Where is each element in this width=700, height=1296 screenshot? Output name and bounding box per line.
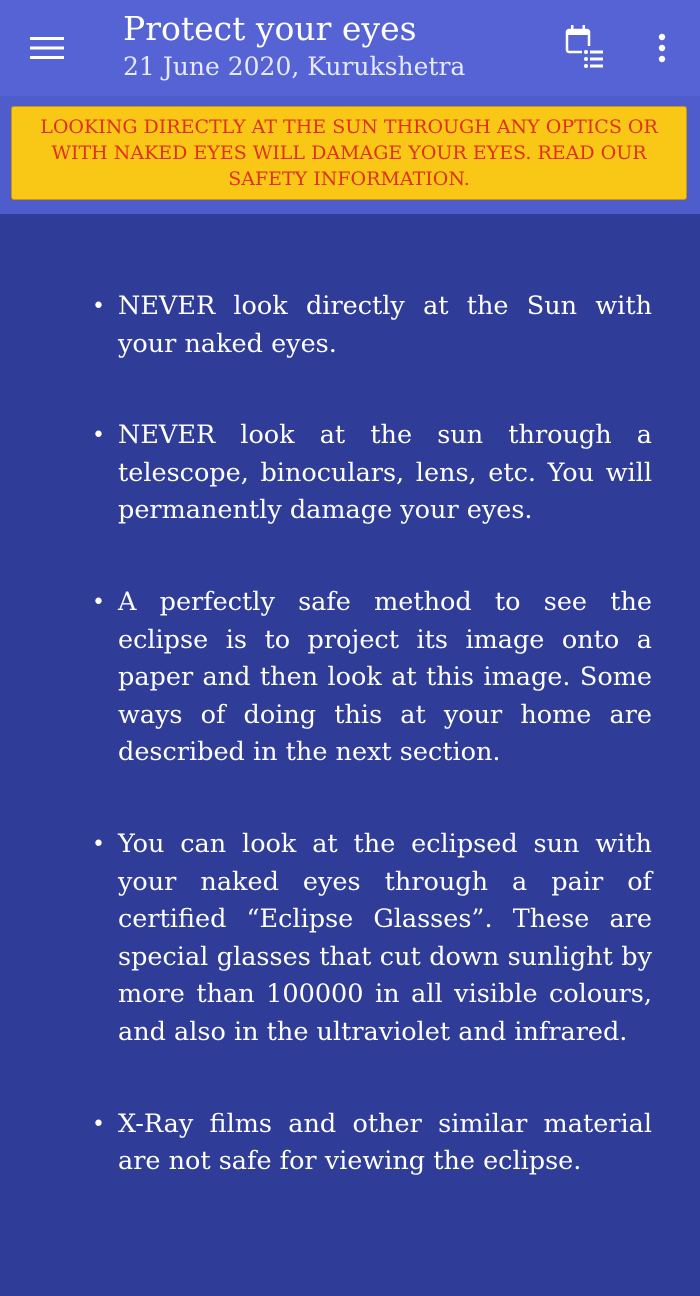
page-title: Protect your eyes bbox=[123, 9, 417, 48]
rule-text: You can look at the eclipsed sun with your naked eyes through a pair of certified “Eclipse Glasses”. These are special glasses that cut down sunlight by more than 100000 in all visible colours, and also in the ultraviolet and infrared. bbox=[118, 828, 652, 1047]
more-options-button[interactable] bbox=[642, 26, 682, 70]
menu-button[interactable] bbox=[22, 28, 72, 68]
rule-text: A perfectly safe method to see the eclipse is to project its image onto a paper and then look at this image. Some ways of doing this at your home are described in the next section. bbox=[118, 586, 652, 768]
list-item bbox=[92, 288, 652, 363]
bullet-icon: • bbox=[92, 589, 105, 615]
bullet-icon: • bbox=[92, 294, 105, 319]
more-vert-icon bbox=[657, 33, 667, 63]
safety-warning-text: LOOKING DIRECTLY AT THE SUN THROUGH ANY OPTICS OR WITH NAKED EYES WILL DAMAGE YOUR EYES. READ OUR SAFETY INFORMATION. bbox=[40, 116, 658, 190]
list-item bbox=[92, 1106, 652, 1181]
bullet-icon: • bbox=[92, 1111, 105, 1137]
calendar-list-button[interactable] bbox=[560, 20, 610, 76]
title-block bbox=[123, 8, 465, 84]
warning-banner-area bbox=[0, 96, 700, 214]
bullet-icon: • bbox=[92, 831, 105, 857]
bullet-icon: • bbox=[92, 423, 105, 449]
list-item bbox=[92, 417, 652, 530]
list-item bbox=[92, 826, 652, 1052]
rule-text: NEVER look at the sun through a telescope, binoculars, lens, etc. You will permanently damage your eyes. bbox=[118, 420, 652, 526]
rule-text: X-Ray films and other similar material are not safe for viewing the eclipse. bbox=[118, 1108, 652, 1177]
hamburger-menu-icon bbox=[30, 35, 64, 61]
page-subtitle: 21 June 2020, Kurukshetra bbox=[123, 52, 466, 81]
safety-warning-banner[interactable] bbox=[11, 106, 687, 200]
list-item bbox=[92, 584, 652, 772]
app-bar bbox=[0, 0, 700, 96]
safety-rules-list bbox=[92, 288, 652, 1235]
calendar-list-icon bbox=[560, 20, 610, 76]
rule-text: NEVER look directly at the Sun with your naked eyes. bbox=[118, 291, 652, 359]
